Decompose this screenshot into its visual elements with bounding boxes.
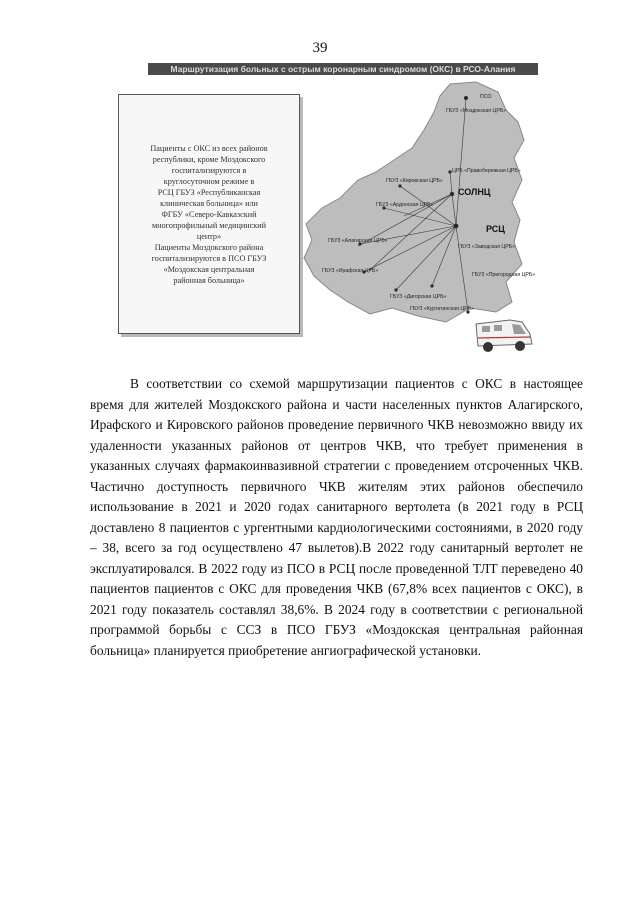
legend-line: РСЦ ГБУЗ «Республиканская [157,187,261,197]
legend-line: Пациенты Моздокского района [154,242,264,252]
map-label-irafsky: ГБУЗ «Ирафская ЦРБ» [322,268,379,274]
map-label-rsc: РСЦ [486,224,505,234]
map-label-zavod: ГБУЗ «Заводская ЦРБ» [458,244,515,250]
legend-line: центр» [196,231,222,241]
map-label-pravober: ЦРБ «Правобережная ЦРБ» [452,168,521,174]
legend-text [128,143,290,286]
routing-figure [118,62,538,362]
map-label-kurtat: ГБУЗ «Куртатинская ЦРБ» [410,306,474,312]
legend-line: ФГБУ «Северо-Кавказский [161,209,257,219]
legend-box [118,94,300,334]
legend-line: Пациенты с ОКС из всех районов [150,143,268,153]
legend-line: круглосуточном режиме в [163,176,255,186]
body-paragraph: В соответствии со схемой маршрутизации пациентов с ОКС в настоящее время для жителей Моздокского района и части населенных пунктов Алагирского, Ирафского и Кировского районов проведение первичного ЧКВ невозможно ввиду их удаленности указанных районов от центров ЧКВ, что требует применения в указанных случаях фармакоинвазивной стратегии с проведением отсроченных ЧКВ. Частично доступность первичного ЧКВ жителям этих районов обеспечило использование в 2021 и 2020 годах санитарного вертолета (в 2021 году в РСЦ доставлено 8 пациентов с ургентными кардиологическими состояниями, в 2020 году – 38, всего за год осуществлено 47 вылетов).В 2022 году санитарный вертолет не эксплуатировался. В 2022 году из ПСО в РСЦ после проведенной ТЛТ переведено 40 пациентов пациентов с ОКС для проведения ЧКВ (67,8% всех пациентов с ОКС), в 2021 году показатель составлял 38,6%. В 2024 году в соответствии с региональной программой борьбы с ССЗ в ПСО ГБУЗ «Моздокская центральная районная больница» планируется приобретение ангиографической установки. [90,376,583,658]
body-text [90,374,583,661]
map-label-vladikavkaz: СОЛНЦ [458,187,491,197]
legend-line: многопрофильный медицинский [151,220,267,230]
legend-line: «Моздокская центральная [163,264,255,274]
map-label-digora: ГБУЗ «Дигорская ЦРБ» [390,294,447,300]
legend-line: госпитализируются в ПСО ГБУЗ [151,253,267,263]
legend-line: госпитализируются в [171,165,247,175]
figure-banner-title: Маршрутизация больных с острым коронарным синдромом (ОКС) в РСО-Алания [148,63,538,75]
page-number: 39 [312,40,328,56]
ambulance-icon [470,312,536,356]
legend-line: республики, кроме Моздокского [152,154,266,164]
legend-line: клиническая больница» или [160,198,258,208]
map-label-pso: ПСО [480,94,492,100]
legend-line: районная больница» [173,275,245,285]
map-label-alagir: ГБУЗ «Алагирская ЦРБ» [328,238,388,244]
map-label-mozdok: ГБУЗ «Моздокская ЦРБ» [446,108,507,114]
map-label-ardon: ГБУЗ «Ардонская ЦРБ» [376,202,434,208]
map-label-kirov: ГБУЗ «Кировская ЦРБ» [386,178,443,184]
map-label-prigorod: ГБУЗ «Пригородная ЦРБ» [472,272,536,278]
